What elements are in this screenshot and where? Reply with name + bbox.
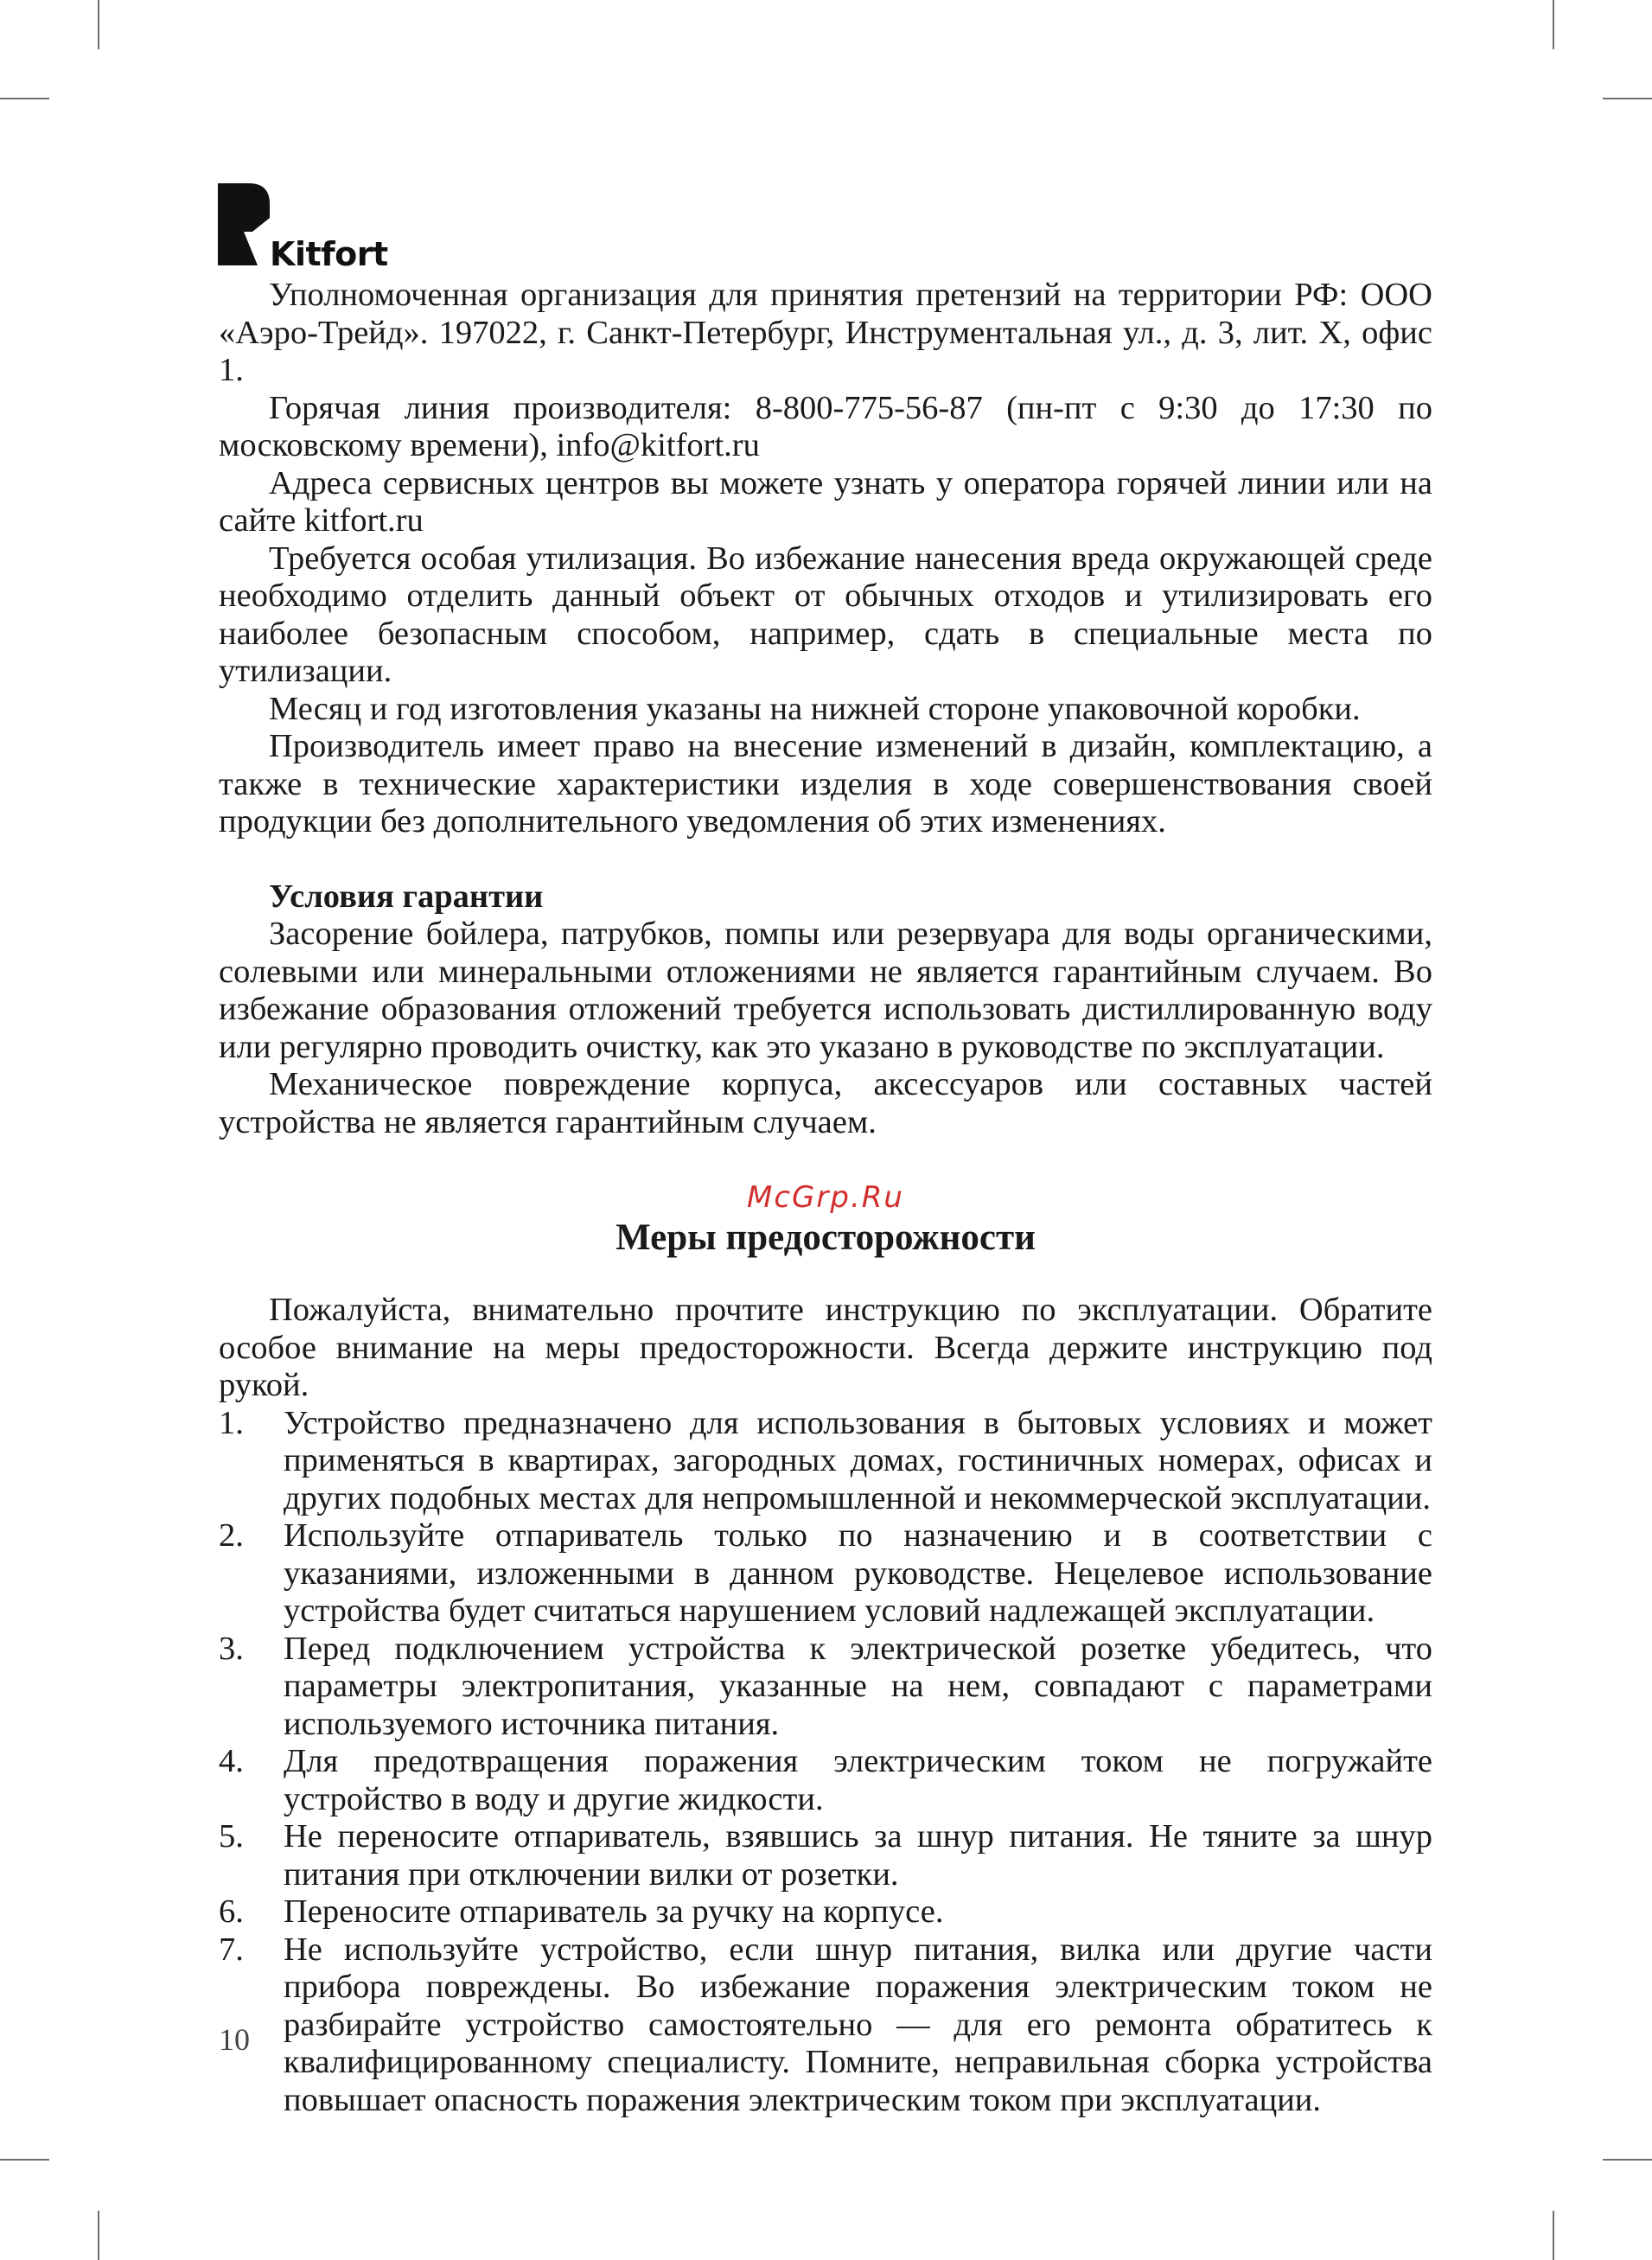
precautions-title: Меры предосторожности	[616, 1217, 1036, 1258]
warranty-paragraph: Механическое повреждение корпуса, аксессуаров или составных частей устройства не является гарантийным случаем.	[219, 1066, 1432, 1140]
manufacture-date-note: Месяц и год изготовления указаны на нижней стороне упаковочной коробки.	[269, 690, 1361, 727]
manufacturer-rights: Производитель имеет право на внесение изменений в дизайн, комплектацию, а также в технические характеристики изделия в ходе совершенствования своей продукции без дополнительного уведомления об этих изменениях.	[219, 728, 1432, 840]
item-text: Не используйте устройство, если шнур питания, вилка или другие части прибора повреждены. Во избежание поражения электрическим током не разбирайте устройство самостоятельно — для его ремонта обратитесь к квалифицированному специалисту. Помните, неправильная сборка устройства повышает опасность поражения электрическим током при эксплуатации.	[284, 1931, 1432, 2118]
list-item	[219, 1743, 1432, 1818]
crop-mark	[0, 2159, 49, 2161]
item-number: 7.	[219, 1931, 244, 1968]
item-number: 3.	[219, 1630, 244, 1667]
precautions-intro: Пожалуйста, внимательно прочтите инструкцию по эксплуатации. Обратите особое внимание на меры предосторожности. Всегда держите инструкцию под рукой.	[219, 1292, 1432, 1403]
item-number: 1.	[219, 1404, 244, 1441]
item-text: Устройство предназначено для использования в бытовых условиях и может применяться в квартирах, загородных домах, гостиничных номерах, офисах и других подобных местах для непромышленной и некоммерческой эксплуатации.	[284, 1404, 1432, 1516]
item-number: 4.	[219, 1743, 244, 1779]
item-number: 5.	[219, 1818, 244, 1855]
watermark: McGrp.Ru	[747, 1180, 904, 1215]
hotline: Горячая линия производителя: 8-800-775-56-87 (пн-пт с 9:30 до 17:30 по московскому времени), info@kitfort.ru	[219, 389, 1432, 463]
page-content	[219, 277, 1432, 2119]
item-text: Для предотвращения поражения электрическим током не погружайте устройство в воду и другие жидкости.	[284, 1743, 1432, 1817]
contacts-section	[219, 277, 1432, 841]
item-text: Переносите отпариватель за ручку на корпусе.	[284, 1893, 944, 1930]
list-item	[219, 1517, 1432, 1631]
crop-mark	[98, 0, 99, 49]
item-text: Перед подключением устройства к электрической розетке убедитесь, что параметры электропитания, указанные на нем, совпадают с параметрами используемого источника питания.	[284, 1630, 1432, 1742]
list-item	[219, 1931, 1432, 2120]
warranty-paragraph: Засорение бойлера, патрубков, помпы или резервуара для воды органическими, солевыми или минеральными отложениями не является гарантийным случаем. Во избежание образования отложений требуется использовать дистиллированную воду или регулярно проводить очистку, как это указано в руководстве по эксплуатации.	[219, 916, 1432, 1065]
page-number: 10	[219, 2022, 250, 2057]
brand-name: Kitfort	[270, 235, 388, 273]
item-text: Используйте отпариватель только по назначению и в соответствии с указаниями, изложенными в данном руководстве. Нецелевое использование устройства будет считаться нарушением условий надлежащей эксплуатации.	[284, 1517, 1432, 1629]
brand-logo	[218, 183, 391, 273]
service-centers: Адреса сервисных центров вы можете узнать у оператора горячей линии или на сайте kitfort.ru	[219, 464, 1432, 539]
authorized-organization: Уполномоченная организация для принятия претензий на территории РФ: ООО «Аэро-Трейд». 197022, г. Санкт-Петербург, Инструментальная ул., д. 3, лит. Х, офис 1.	[219, 277, 1432, 388]
list-item	[219, 1405, 1432, 1518]
item-number: 2.	[219, 1517, 244, 1554]
crop-mark	[98, 2211, 99, 2260]
item-number: 6.	[219, 1893, 244, 1930]
crop-mark	[0, 98, 49, 99]
list-item	[219, 1893, 1432, 1931]
item-text: Не переносите отпариватель, взявшись за шнур питания. Не тяните за шнур питания при отключении вилки от розетки.	[284, 1818, 1432, 1893]
crop-mark	[1553, 0, 1554, 49]
crop-mark	[1603, 98, 1652, 99]
crop-mark	[1553, 2211, 1554, 2260]
warranty-heading: Условия гарантии	[269, 878, 544, 915]
precautions-list	[219, 1405, 1432, 2120]
list-item	[219, 1631, 1432, 1744]
disposal-note: Требуется особая утилизация. Во избежание нанесения вреда окружающей среде необходимо отделить данный объект от обычных отходов и утилизировать его наиболее безопасным способом, например, сдать в специальные места по утилизации.	[219, 539, 1432, 689]
kitfort-logo-icon	[218, 183, 270, 265]
crop-mark	[1603, 2159, 1652, 2161]
list-item	[219, 1818, 1432, 1893]
